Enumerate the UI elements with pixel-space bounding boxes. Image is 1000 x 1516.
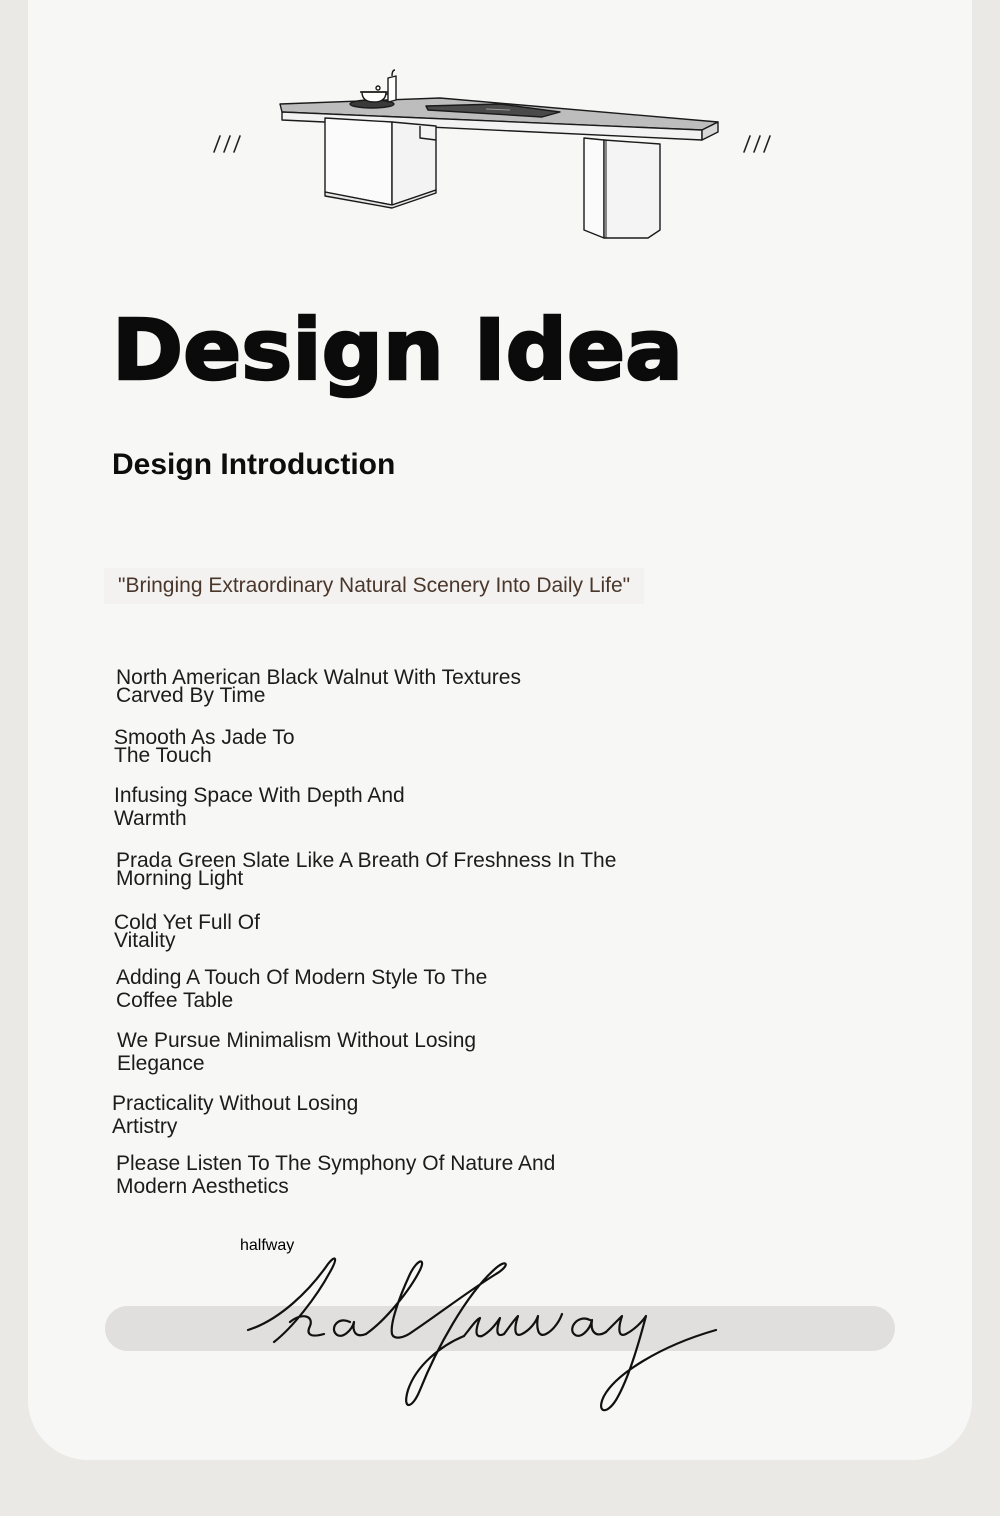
feature-line: Please Listen To The Symphony Of Nature And	[116, 1152, 556, 1175]
feature-item	[114, 784, 405, 830]
feature-item	[112, 1092, 358, 1138]
feature-line: Elegance	[117, 1052, 205, 1075]
feature-item	[116, 966, 487, 1012]
feature-item	[117, 1029, 476, 1075]
feature-item	[116, 666, 521, 707]
feature-line: Smooth As Jade To	[114, 726, 295, 749]
feature-line: Coffee Table	[116, 989, 234, 1012]
tea-table-illustration-icon	[200, 60, 800, 260]
feature-line: Morning Light	[116, 867, 244, 890]
feature-line: Modern Aesthetics	[116, 1175, 289, 1198]
feature-line: North American Black Walnut With Textures	[116, 666, 521, 689]
feature-line: Artistry	[112, 1115, 178, 1138]
feature-item	[116, 1152, 555, 1198]
slogan-quote: "Bringing Extraordinary Natural Scenery Into Daily Life"	[104, 568, 644, 604]
signature-text: halfway	[240, 1237, 295, 1254]
section-subtitle: Design Introduction	[112, 448, 396, 481]
feature-line: We Pursue Minimalism Without Losing	[117, 1029, 477, 1052]
feature-item	[114, 911, 260, 952]
page-title: Design Idea	[112, 301, 683, 399]
feature-line: Prada Green Slate Like A Breath Of Freshness In The	[116, 849, 617, 872]
feature-item	[114, 726, 295, 767]
feature-line: Warmth	[114, 807, 187, 830]
feature-line: Vitality	[114, 929, 176, 952]
feature-line: Practicality Without Losing	[112, 1092, 359, 1115]
halfway-signature-logo	[240, 1237, 730, 1420]
feature-item	[116, 849, 617, 890]
feature-line: Infusing Space With Depth And	[114, 784, 405, 807]
feature-line: Adding A Touch Of Modern Style To The	[116, 966, 488, 989]
feature-line: Carved By Time	[116, 684, 266, 707]
feature-line: Cold Yet Full Of	[114, 911, 260, 934]
feature-line: The Touch	[114, 744, 212, 767]
